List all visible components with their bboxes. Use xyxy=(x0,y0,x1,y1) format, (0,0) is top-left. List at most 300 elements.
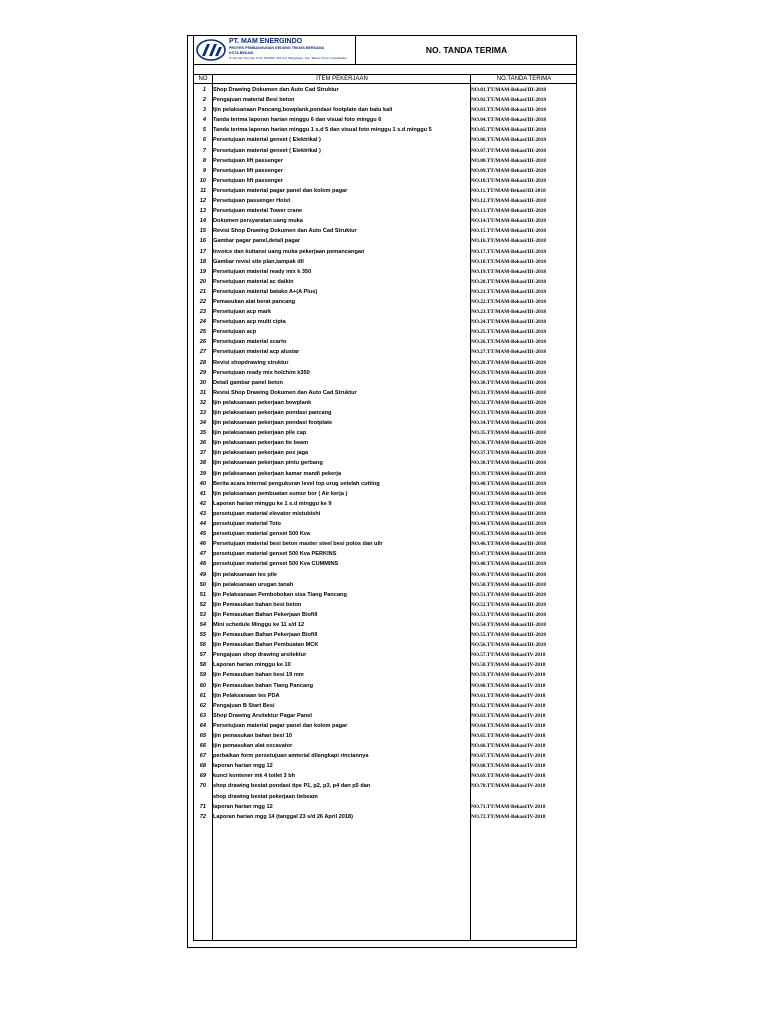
table-row xyxy=(193,418,577,428)
row-number: 22 xyxy=(199,298,206,305)
row-number: 15 xyxy=(199,228,206,235)
row-number: 35 xyxy=(199,430,206,437)
row-item: laporan harian mgg 12 xyxy=(213,763,273,770)
row-number: 46 xyxy=(199,541,206,548)
row-item: shop drawing bestat pondasi tipe P1, p2, p3, p4 dan p5 dan xyxy=(213,783,371,790)
row-item: Ijin pelaksanaan pekerjaan tie beam xyxy=(213,440,309,447)
table-row xyxy=(193,206,577,216)
row-number: 47 xyxy=(199,551,206,558)
table-row xyxy=(193,458,577,468)
row-number: 27 xyxy=(199,349,206,356)
table-row xyxy=(193,135,577,145)
row-number: 6 xyxy=(202,137,206,144)
row-receipt-number: NO.03.TT/MAM-Bekasi/III-2018 xyxy=(471,107,547,114)
row-number: 11 xyxy=(200,187,206,194)
table-row xyxy=(193,428,577,438)
table-row xyxy=(193,378,577,388)
row-item: Tanda terima laporan harian minggu 1 s.d 5 dan visual foto minggu 1 s.d minggu 5 xyxy=(213,127,432,134)
table-row xyxy=(193,570,577,580)
row-number: 71 xyxy=(199,803,206,810)
row-number: 45 xyxy=(199,531,206,538)
table-row xyxy=(193,620,577,630)
row-number: 2 xyxy=(202,97,206,104)
row-number: 50 xyxy=(199,581,206,588)
row-number: 9 xyxy=(202,167,206,174)
row-number: 68 xyxy=(199,763,206,770)
row-receipt-number: NO.19.TT/MAM-Bekasi/III-2018 xyxy=(471,268,547,275)
table-body xyxy=(193,85,577,822)
row-item: ijin pemasukan bahan besi 10 xyxy=(213,733,292,739)
row-number: 26 xyxy=(199,339,206,346)
row-receipt-number: NO.49.TT/MAM-Bekasi/III-2018 xyxy=(471,571,547,578)
row-receipt-number: NO.48.TT/MAM-Bekasi/III-2018 xyxy=(471,561,547,568)
row-receipt-number: NO.26.TT/MAM-Bekasi/III-2018 xyxy=(471,339,547,346)
row-receipt-number: NO.65.TT/MAM-Bekasi/IV-2018 xyxy=(471,733,546,739)
row-item: perbaikan form persetujuan amterial dilengkapi rinciannya xyxy=(213,753,369,760)
row-receipt-number: NO.12.TT/MAM-Bekasi/III-2018 xyxy=(471,198,547,205)
row-item: Ijin pelaksanaan tes pile xyxy=(213,571,278,578)
table-row xyxy=(193,115,577,125)
table-row xyxy=(193,519,577,529)
row-item: Shop Drawing Dokumen dan Auto Cad Struktur xyxy=(213,87,339,93)
row-receipt-number: NO.62.TT/MAM-Bekasi/IV-2018 xyxy=(471,702,546,709)
row-number: 13 xyxy=(199,208,206,215)
row-receipt-number: NO.22.TT/MAM-Bekasi/III-2018 xyxy=(471,298,547,305)
row-number: 51 xyxy=(199,591,206,598)
row-number: 10 xyxy=(199,177,206,184)
row-item: Ijin Pelaksanaan Pembobokan sisa Tiang Pancang xyxy=(213,591,347,598)
row-item: Ijin Pemasukan bahan besi 19 mm xyxy=(213,672,304,679)
table-row xyxy=(193,236,577,246)
row-number: 16 xyxy=(199,238,206,245)
row-item: persetujuan material genset 500 Kva CUMMINS xyxy=(213,561,339,568)
header-spacer xyxy=(193,65,577,75)
row-receipt-number: NO.34.TT/MAM-Bekasi/III-2018 xyxy=(471,420,547,427)
row-item: Ijin pelaksanaan pekerjaan bowplank xyxy=(213,399,312,406)
table-row xyxy=(193,600,577,610)
row-receipt-number: NO.04.TT/MAM-Bekasi/III-2018 xyxy=(471,117,547,124)
row-number: 30 xyxy=(199,379,206,386)
row-number: 65 xyxy=(199,733,206,739)
row-number: 21 xyxy=(199,288,206,295)
row-item: Persetujuan acp xyxy=(213,329,257,336)
row-receipt-number: NO.10.TT/MAM-Bekasi/III-2018 xyxy=(471,177,547,184)
table-row xyxy=(193,226,577,236)
row-number: 70 xyxy=(199,783,206,790)
row-item: Ijin Pemasukan bahan Tiang Pancang xyxy=(213,682,313,689)
row-receipt-number: NO.16.TT/MAM-Bekasi/III-2018 xyxy=(471,238,547,245)
row-receipt-number: NO.15.TT/MAM-Bekasi/III-2018 xyxy=(471,228,547,235)
row-receipt-number: NO.31.TT/MAM-Bekasi/III-2018 xyxy=(471,389,547,396)
row-receipt-number: NO.42.TT/MAM-Bekasi/III-2018 xyxy=(471,500,547,507)
row-number: 62 xyxy=(199,702,206,709)
row-item: Persetujuan material genset ( Elektrikal ) xyxy=(213,147,321,154)
table-row xyxy=(193,761,577,771)
row-receipt-number: NO.61.TT/MAM-Bekasi/IV-2018 xyxy=(471,692,546,699)
row-receipt-number: NO.17.TT/MAM-Bekasi/III-2018 xyxy=(471,248,547,255)
table-row xyxy=(193,277,577,287)
row-number: 29 xyxy=(199,369,206,376)
row-receipt-number: NO.57.TT/MAM-Bekasi/IV-2018 xyxy=(471,652,546,659)
table-row xyxy=(193,327,577,337)
row-number: 43 xyxy=(199,510,206,517)
project-name: PROYEK PEMBANGUNAN GEDUNG TEKNIS BERSAMA xyxy=(229,46,325,50)
row-item: Ijin pelaksanaan pekerjaan pondasi footplate xyxy=(213,420,333,427)
table-footer xyxy=(193,940,577,948)
row-receipt-number: NO.60.TT/MAM-Bekasi/IV-2018 xyxy=(471,682,546,689)
table-row xyxy=(193,267,577,277)
row-receipt-number: NO.70.TT/MAM-Bekasi/IV-2018 xyxy=(471,783,546,790)
row-receipt-number: NO.44.TT/MAM-Bekasi/III-2018 xyxy=(471,521,547,528)
column-header-tt: NO.TANDA TERIMA xyxy=(471,75,577,84)
row-item: Persetujuan lift passenger xyxy=(213,177,283,184)
row-item: Ijin pelaksanaan pekerjaan kamar mandi pekerja xyxy=(213,470,342,477)
row-item: Ijin pelaksanaan pekerjaan pile cap xyxy=(213,430,307,437)
table-row xyxy=(193,95,577,105)
row-receipt-number: NO.40.TT/MAM-Bekasi/III-2018 xyxy=(471,480,547,487)
row-item: Tanda terima laporan harian minggu 6 dan visual foto minggu 6 xyxy=(213,117,382,124)
row-number: 20 xyxy=(199,278,206,285)
row-number: 55 xyxy=(199,632,206,639)
document-header xyxy=(193,35,577,65)
row-item: Ijin pelaksanaan pekerjaan pos jaga xyxy=(213,450,309,457)
company-logo-icon xyxy=(196,39,226,61)
row-number: 49 xyxy=(199,571,206,578)
table-row xyxy=(193,539,577,549)
row-number: 60 xyxy=(199,682,206,689)
table-row xyxy=(193,438,577,448)
row-receipt-number: NO.66.TT/MAM-Bekasi/IV-2018 xyxy=(471,743,546,750)
row-number: 58 xyxy=(199,662,206,669)
row-number: 34 xyxy=(199,420,206,427)
row-item: kunci kontener mk 4 toilet 3 bh xyxy=(213,773,296,780)
row-receipt-number: NO.64.TT/MAM-Bekasi/IV-2018 xyxy=(471,722,546,729)
row-receipt-number: NO.05.TT/MAM-Bekasi/III-2018 xyxy=(471,127,547,134)
row-item: Laporan harian minggu ke 1 s.d minggu ke 9 xyxy=(213,500,332,507)
table-row xyxy=(193,196,577,206)
table-row xyxy=(193,711,577,721)
table-row xyxy=(193,166,577,176)
row-item: persetujuan material genset 500 Kva xyxy=(213,531,311,538)
table-row xyxy=(193,549,577,559)
company-block xyxy=(193,35,356,65)
row-number: 56 xyxy=(199,642,206,649)
row-receipt-number: NO.72.TT/MAM-Bekasi/IV-2018 xyxy=(471,813,546,820)
row-item: Detail gambar panel beton xyxy=(213,379,283,386)
row-receipt-number: NO.45.TT/MAM-Bekasi/III-2018 xyxy=(471,531,547,538)
row-item: Dokumen persyaratan uang muka xyxy=(213,218,303,225)
table-row xyxy=(193,771,577,781)
table-row xyxy=(193,105,577,115)
row-receipt-number: NO.39.TT/MAM-Bekasi/III-2018 xyxy=(471,470,547,477)
table-row xyxy=(193,529,577,539)
row-item: Gambar pagar panel,detail pagar xyxy=(213,238,301,245)
table-row xyxy=(193,509,577,519)
table-row xyxy=(193,337,577,347)
row-receipt-number: NO.37.TT/MAM-Bekasi/III-2018 xyxy=(471,450,547,457)
company-name: PT. MAM ENERGINDO xyxy=(229,38,303,45)
table-row xyxy=(193,347,577,357)
row-number: 52 xyxy=(199,601,206,608)
row-number: 41 xyxy=(199,490,206,497)
row-number: 8 xyxy=(202,157,206,164)
table-row xyxy=(193,216,577,226)
row-receipt-number: NO.30.TT/MAM-Bekasi/III-2018 xyxy=(471,379,547,386)
row-item: persetujuan material elevator mistubishi xyxy=(213,510,321,517)
row-item: Ijin Pemasukan bahan besi beton xyxy=(213,601,302,608)
table-row xyxy=(193,247,577,257)
row-number: 7 xyxy=(202,147,206,154)
row-item: Persetujuan ready mix holchim k350 xyxy=(213,369,310,376)
row-number: 63 xyxy=(199,712,206,719)
table-row xyxy=(193,802,577,812)
row-number: 61 xyxy=(199,692,206,699)
row-number: 31 xyxy=(199,389,206,396)
row-number: 12 xyxy=(199,198,206,205)
row-item: Pengajuan shop drawing arsitektur xyxy=(213,652,307,659)
row-number: 69 xyxy=(199,773,206,780)
table-row xyxy=(193,448,577,458)
row-receipt-number: NO.18.TT/MAM-Bekasi/III-2018 xyxy=(471,258,547,265)
row-item: Ijin pelaksanaan Pancang,bowplank,pondasi footplate dan batu kali xyxy=(213,107,393,114)
row-number: 18 xyxy=(199,258,206,265)
row-receipt-number: NO.51.TT/MAM-Bekasi/III-2018 xyxy=(471,591,547,598)
row-receipt-number: NO.06.TT/MAM-Bekasi/III-2018 xyxy=(471,137,547,144)
row-receipt-number: NO.35.TT/MAM-Bekasi/III-2018 xyxy=(471,430,547,437)
row-receipt-number: NO.56.TT/MAM-Bekasi/III-2018 xyxy=(471,642,547,649)
row-item: Mini schedule Minggu ke 11 s/d 12 xyxy=(213,621,305,628)
row-item: Ijin Pelaksanaan tes PDA xyxy=(213,692,280,699)
table-row xyxy=(193,479,577,489)
row-number: 17 xyxy=(199,248,206,255)
table-row xyxy=(193,781,577,791)
row-receipt-number: NO.71.TT/MAM-Bekasi/IV-2018 xyxy=(471,803,546,810)
row-receipt-number: NO.58.TT/MAM-Bekasi/IV-2018 xyxy=(471,662,546,669)
table-row xyxy=(193,297,577,307)
row-receipt-number: NO.36.TT/MAM-Bekasi/III-2018 xyxy=(471,440,547,447)
row-item: persetujuan material genset 500 Kva PERKINS xyxy=(213,551,337,558)
table-row xyxy=(193,317,577,327)
row-item: Gambar revisi site plan,tampak dll xyxy=(213,258,304,265)
row-item: Pengajuan material Besi beton xyxy=(213,97,295,104)
row-number: 1 xyxy=(202,87,206,93)
row-receipt-number: NO.21.TT/MAM-Bekasi/III-2018 xyxy=(471,288,547,295)
row-receipt-number: NO.33.TT/MAM-Bekasi/III-2018 xyxy=(471,410,547,416)
table-row xyxy=(193,650,577,660)
row-number: 23 xyxy=(199,309,206,316)
row-item: Invoice dan kuitansi uang muka pekerjaan pemancangan xyxy=(213,248,365,255)
row-receipt-number: NO.47.TT/MAM-Bekasi/III-2018 xyxy=(471,551,547,558)
row-number: 42 xyxy=(199,500,206,507)
row-item: Persetujuan material ac daikin xyxy=(213,278,294,285)
row-number: 39 xyxy=(199,470,206,477)
row-receipt-number: NO.43.TT/MAM-Bekasi/III-2018 xyxy=(471,510,547,517)
table-row xyxy=(193,146,577,156)
row-receipt-number: NO.69.TT/MAM-Bekasi/IV-2018 xyxy=(471,773,546,780)
table-row xyxy=(193,559,577,569)
table-row xyxy=(193,257,577,267)
table-row xyxy=(193,741,577,751)
row-receipt-number: NO.29.TT/MAM-Bekasi/III-2018 xyxy=(471,369,547,376)
table-row xyxy=(193,640,577,650)
row-receipt-number: NO.01.TT/MAM-Bekasi/III-2018 xyxy=(471,87,547,93)
row-receipt-number: NO.53.TT/MAM-Bekasi/III-2018 xyxy=(471,611,547,618)
table-row xyxy=(193,125,577,135)
project-city: KOTA BEKASI xyxy=(229,51,254,55)
row-number: 44 xyxy=(199,521,206,528)
row-receipt-number: NO.14.TT/MAM-Bekasi/III-2018 xyxy=(471,218,547,225)
row-receipt-number: NO.11.TT/MAM-Bekasi/III-2018 xyxy=(471,187,546,194)
table-row xyxy=(193,751,577,761)
row-receipt-number: NO.09.TT/MAM-Bekasi/III-2018 xyxy=(471,167,547,174)
table-row xyxy=(193,489,577,499)
table-row xyxy=(193,358,577,368)
column-header-no: NO xyxy=(193,75,213,84)
column-header-item: ITEM PEKERJAAN xyxy=(213,75,471,84)
row-receipt-number: NO.67.TT/MAM-Bekasi/IV-2018 xyxy=(471,753,546,760)
row-receipt-number: NO.27.TT/MAM-Bekasi/III-2018 xyxy=(471,349,547,356)
row-item: Ijin pelaksanaan urugan tanah xyxy=(213,581,294,588)
row-item: Laporan harian mgg 14 (tanggal 23 s/d 26 April 2018) xyxy=(213,813,353,820)
row-number: 72 xyxy=(199,813,206,820)
row-item: Persetujuan material acp alustar xyxy=(213,349,300,356)
row-item: Persetujuan material besi beton master steel besi polos dan ulir xyxy=(213,541,383,548)
row-number: 28 xyxy=(199,359,206,366)
table-row xyxy=(193,580,577,590)
row-receipt-number: NO.38.TT/MAM-Bekasi/III-2018 xyxy=(471,460,547,467)
row-item: Persetujuan acp multi cipta xyxy=(213,319,286,326)
row-item: Ijin pelaksanaan pekerjaan pondasi pancang xyxy=(213,410,332,416)
row-receipt-number: NO.25.TT/MAM-Bekasi/III-2018 xyxy=(471,329,547,336)
table-row xyxy=(193,721,577,731)
row-receipt-number: NO.13.TT/MAM-Bekasi/III-2018 xyxy=(471,208,547,215)
row-receipt-number: NO.54.TT/MAM-Bekasi/III-2018 xyxy=(471,621,547,628)
row-item: Persetujuan material ready mix k 350 xyxy=(213,268,312,275)
row-receipt-number: NO.32.TT/MAM-Bekasi/III-2018 xyxy=(471,399,547,406)
table-row xyxy=(193,499,577,509)
row-number: 4 xyxy=(202,117,206,124)
row-receipt-number: NO.52.TT/MAM-Bekasi/III-2018 xyxy=(471,601,547,608)
row-item: shop drawing bestat pekerjaan tiebeam xyxy=(213,793,318,800)
row-item: Revisi Shop Drawing Dokumen dan Auto Cad Struktur xyxy=(213,389,357,396)
row-receipt-number: NO.24.TT/MAM-Bekasi/III-2018 xyxy=(471,319,547,326)
row-number: 40 xyxy=(199,480,206,487)
row-number: 32 xyxy=(199,399,206,406)
row-item: Persetujuan material genset ( Elektrikal ) xyxy=(213,137,321,144)
row-item: Revisi shopdrawing struktur xyxy=(213,359,289,366)
row-number: 19 xyxy=(199,268,206,275)
row-number: 33 xyxy=(199,410,206,416)
row-item: Persetujuan lift passenger xyxy=(213,167,283,174)
table-row xyxy=(193,388,577,398)
row-number: 66 xyxy=(199,743,206,750)
row-receipt-number: NO.23.TT/MAM-Bekasi/III-2018 xyxy=(471,309,547,316)
table-row xyxy=(193,681,577,691)
row-receipt-number: NO.63.TT/MAM-Bekasi/IV-2018 xyxy=(471,712,546,719)
table-row xyxy=(193,630,577,640)
row-item: Persetujuan material scarto xyxy=(213,339,287,346)
table-row xyxy=(193,469,577,479)
row-item: Persetujuan lift passenger xyxy=(213,157,283,164)
row-number: 38 xyxy=(199,460,206,467)
row-number: 48 xyxy=(199,561,206,568)
row-number: 59 xyxy=(199,672,206,679)
row-number: 53 xyxy=(199,611,206,618)
row-item: Ijin Pemasukan Bahan Pekerjaan Biofill xyxy=(213,632,318,639)
table-row xyxy=(193,660,577,670)
row-receipt-number: NO.08.TT/MAM-Bekasi/III-2018 xyxy=(471,157,547,164)
document-title: NO. TANDA TERIMA xyxy=(425,45,508,55)
row-item: Persetujuan material pagar panel dan kolom pagar xyxy=(213,187,348,194)
row-item: persetujuan material Toto xyxy=(213,521,281,528)
row-item: Persetujuan material batako A+(A Plus) xyxy=(213,288,318,295)
table-row xyxy=(193,287,577,297)
row-item: Persetujuan acp mark xyxy=(213,309,272,316)
row-number: 64 xyxy=(199,722,206,729)
company-address: Jl. Ahmad Yani Kav. 8 RT. 002/RW. 001 Kel. Margahayu, Kec. Bekasi Timur, Kota Bekasi xyxy=(229,56,347,60)
row-item: Ijin pelaksanaan pembuatan sumur bor ( Air kerja ) xyxy=(213,490,348,497)
row-number: 54 xyxy=(199,621,206,628)
table-row xyxy=(193,670,577,680)
row-item: Persetujuan material Tower crane xyxy=(213,208,303,215)
row-receipt-number: NO.02.TT/MAM-Bekasi/III-2018 xyxy=(471,97,547,104)
table-row xyxy=(193,398,577,408)
row-item: Revisi Shop Drawing Dokumen dan Auto Cad Struktur xyxy=(213,228,357,235)
row-item: Pengajuan B Start Besi xyxy=(213,702,275,709)
table-row xyxy=(193,156,577,166)
row-item: Ijin Pemasukan Bahan Pembuatan MCK xyxy=(213,642,319,649)
table-row xyxy=(193,701,577,711)
table-row xyxy=(193,368,577,378)
row-item: Shop Drawing Arsitektur Pagar Panel xyxy=(213,712,312,719)
row-number: 14 xyxy=(199,218,206,225)
row-item: Pemasukan alat berat pancang xyxy=(213,298,296,305)
row-item: laporan harian mgg 12 xyxy=(213,803,273,810)
row-item: Persetujuan material pagar panel dan kolom pagar xyxy=(213,722,348,729)
table-row xyxy=(193,85,577,95)
row-receipt-number: NO.28.TT/MAM-Bekasi/III-2018 xyxy=(471,359,547,366)
row-receipt-number: NO.20.TT/MAM-Bekasi/III-2018 xyxy=(471,278,547,285)
row-receipt-number: NO.41.TT/MAM-Bekasi/III-2018 xyxy=(471,490,547,497)
row-item: Ijin pelaksanaan pekerjaan pintu gerbang xyxy=(213,460,323,467)
table-row xyxy=(193,176,577,186)
row-item: Berita acara internal pengukuran level top urug setelah cutting xyxy=(213,480,380,487)
table-row xyxy=(193,186,577,196)
row-number: 37 xyxy=(199,450,206,457)
row-number: 25 xyxy=(199,329,206,336)
row-receipt-number: NO.55.TT/MAM-Bekasi/III-2018 xyxy=(471,632,547,639)
row-receipt-number: NO.07.TT/MAM-Bekasi/III-2018 xyxy=(471,147,547,154)
table-row xyxy=(193,691,577,701)
table-row xyxy=(193,408,577,418)
row-receipt-number: NO.59.TT/MAM-Bekasi/IV-2018 xyxy=(471,672,546,679)
row-receipt-number: NO.46.TT/MAM-Bekasi/III-2018 xyxy=(471,541,547,548)
table-row xyxy=(193,731,577,741)
row-number: 24 xyxy=(199,319,206,326)
row-number: 36 xyxy=(199,440,206,447)
row-receipt-number: NO.68.TT/MAM-Bekasi/IV-2018 xyxy=(471,763,546,770)
row-item: ijin pemasukan alat excavator xyxy=(213,743,293,750)
row-number: 5 xyxy=(202,127,206,134)
table-row xyxy=(193,590,577,600)
row-number: 67 xyxy=(199,753,206,760)
row-item: Ijin Pemasukan Bahan Pekerjaan Biofill xyxy=(213,611,318,618)
row-receipt-number: NO.50.TT/MAM-Bekasi/III-2018 xyxy=(471,581,547,588)
row-item: Laporan harian minggu ke 10 xyxy=(213,662,291,669)
table-row xyxy=(193,812,577,822)
table-row xyxy=(193,792,577,802)
row-number: 57 xyxy=(199,652,206,659)
